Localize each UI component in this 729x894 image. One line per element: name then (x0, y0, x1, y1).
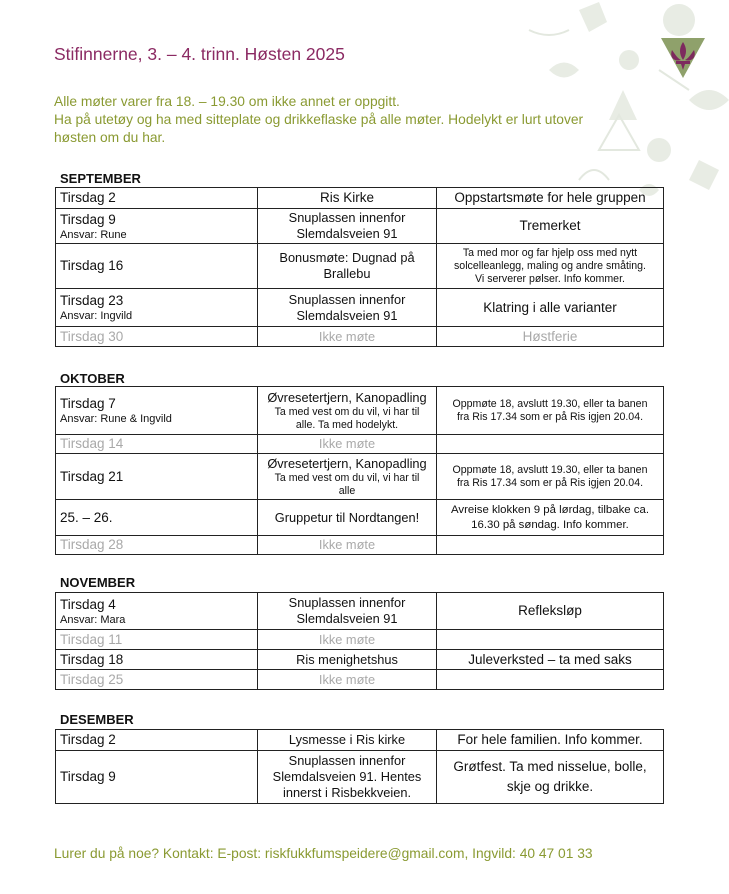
meeting-place: Øvresetertjern, Kanopadling (267, 455, 427, 471)
meeting-place: Ikke møte (318, 436, 376, 451)
place-cell (258, 454, 437, 500)
meeting-place: Lysmesse i Ris kirke (288, 732, 406, 747)
info-cell (437, 209, 664, 244)
date-cell (56, 593, 258, 630)
meeting-date: Tirsdag 21 (60, 468, 124, 484)
meeting-date: Tirsdag 2 (60, 732, 116, 747)
date-cell (56, 387, 258, 435)
info-cell (437, 500, 664, 536)
info-cell (437, 327, 664, 347)
date-cell (56, 327, 258, 347)
date-cell (56, 536, 258, 555)
date-cell (56, 289, 258, 327)
meeting-place: Gruppetur til Nordtangen! (274, 509, 420, 525)
table-row (56, 289, 664, 327)
meeting-place: Ikke møte (318, 328, 376, 344)
meeting-date: Tirsdag 9 (60, 769, 116, 784)
meeting-place: Snuplassen innenfor (288, 210, 406, 225)
meeting-place: Snuplassen innenfor (288, 291, 406, 307)
date-cell (56, 730, 258, 751)
info-cell (437, 630, 664, 650)
date-cell (56, 500, 258, 536)
month-heading-desember: DESEMBER (60, 712, 134, 727)
meeting-date: Tirsdag 9 (60, 211, 116, 227)
page-title: Stifinnerne, 3. – 4. trinn. Høsten 2025 (54, 44, 345, 64)
table-row (56, 454, 664, 500)
table-row (56, 751, 664, 804)
place-cell (258, 387, 437, 435)
meeting-info: 16.30 på søndag. Info kommer. (471, 518, 629, 531)
place-cell (258, 670, 437, 690)
date-cell (56, 244, 258, 289)
table-row (56, 327, 664, 347)
scout-logo-icon (659, 30, 707, 80)
meeting-info: Grøtfest. Ta med nisselue, bolle, (453, 759, 647, 774)
meeting-place: Ta med vest om du vil, vi har til (274, 471, 420, 484)
meeting-info: For hele familien. Info kommer. (457, 732, 643, 747)
date-cell (56, 630, 258, 650)
meeting-place: Bonusmøte: Dugnad på (279, 250, 415, 265)
meeting-date: Tirsdag 4 (60, 596, 116, 612)
table-row (56, 670, 664, 690)
schedule-table-desember (55, 729, 664, 804)
date-cell (56, 188, 258, 209)
place-cell (258, 751, 437, 804)
month-heading-oktober: OKTOBER (60, 371, 125, 386)
info-cell (437, 751, 664, 804)
meeting-place: innerst i Risbekkveien. (282, 785, 412, 800)
meeting-info: Avreise klokken 9 på lørdag, tilbake ca. (451, 503, 649, 516)
table-row (56, 209, 664, 244)
meeting-place: Ris Kirke (319, 190, 374, 205)
responsible-person: Ansvar: Rune & Ingvild (60, 413, 172, 425)
place-cell (258, 244, 437, 289)
table-row (56, 730, 664, 751)
place-cell (258, 630, 437, 650)
info-cell (437, 670, 664, 690)
meeting-place: alle. Ta med hodelykt. (295, 418, 399, 431)
meeting-place: Øvresetertjern, Kanopadling (267, 389, 427, 405)
schedule-table-november (55, 592, 664, 690)
date-cell (56, 435, 258, 454)
table-row (56, 650, 664, 670)
meeting-date: Tirsdag 28 (60, 537, 124, 552)
meeting-place: Slemdalsveien 91. Hentes (272, 769, 422, 784)
place-cell (258, 289, 437, 327)
meeting-info: Juleverksted – ta med saks (468, 651, 632, 667)
meeting-info: Vi serverer pølser. Info kommer. (475, 272, 625, 285)
meeting-place: alle (338, 484, 356, 497)
meeting-info: Oppmøte 18, avslutt 19.30, eller ta banen (452, 397, 648, 410)
responsible-person: Ansvar: Rune (60, 228, 127, 241)
meeting-place: Ta med vest om du vil, vi har til (274, 405, 420, 418)
meeting-info: Høstferie (522, 328, 578, 344)
meeting-date: Tirsdag 11 (60, 631, 123, 647)
meeting-date: Tirsdag 2 (60, 190, 116, 205)
meeting-info: Klatring i alle varianter (483, 299, 617, 315)
month-heading-september: SEPTEMBER (60, 171, 141, 186)
meeting-place: Ikke møte (318, 671, 376, 687)
meeting-date: Tirsdag 16 (60, 258, 124, 273)
date-cell (56, 454, 258, 500)
place-cell (258, 536, 437, 555)
meeting-place: Ikke møte (318, 631, 376, 647)
meeting-place: Slemdalsveien 91 (296, 611, 398, 626)
info-cell (437, 593, 664, 630)
meeting-info: Oppmøte 18, avslutt 19.30, eller ta banen (452, 463, 648, 476)
table-row (56, 188, 664, 209)
date-cell (56, 670, 258, 690)
info-cell (437, 454, 664, 500)
place-cell (258, 650, 437, 670)
info-cell (437, 387, 664, 435)
info-cell (437, 435, 664, 454)
info-cell (437, 188, 664, 209)
intro-line: høsten om du har. (54, 130, 166, 145)
meeting-info: Tremerket (519, 218, 581, 233)
meeting-info: skje og drikke. (506, 779, 594, 794)
schedule-table-september (55, 187, 664, 347)
place-cell (258, 327, 437, 347)
schedule-table-oktober (55, 386, 664, 555)
date-cell (56, 650, 258, 670)
meeting-info: fra Ris 17.34 som er på Ris igjen 20.04. (456, 410, 644, 423)
table-row (56, 435, 664, 454)
meeting-info: Oppstartsmøte for hele gruppen (454, 190, 646, 205)
meeting-place: Ikke møte (318, 537, 376, 552)
meeting-info: solcelleanlegg, maling og andre småting. (454, 259, 646, 272)
meeting-place: Slemdalsveien 91 (296, 307, 398, 323)
intro-line: Ha på utetøy og ha med sitteplate og drikkeflaske på alle møter. Hodelykt er lurt utover (54, 112, 584, 127)
info-cell (437, 730, 664, 751)
info-cell (437, 289, 664, 327)
meeting-place: Snuplassen innenfor (288, 595, 406, 610)
place-cell (258, 730, 437, 751)
meeting-place: Slemdalsveien 91 (296, 226, 398, 241)
place-cell (258, 593, 437, 630)
meeting-place: Brallebu (323, 266, 371, 281)
place-cell (258, 500, 437, 536)
intro-text (54, 93, 694, 147)
meeting-date: Tirsdag 18 (60, 651, 124, 667)
meeting-info: Refleksløp (518, 603, 582, 618)
place-cell (258, 209, 437, 244)
meeting-info: fra Ris 17.34 som er på Ris igjen 20.04. (456, 476, 644, 489)
date-cell (56, 751, 258, 804)
meeting-date: Tirsdag 14 (60, 436, 124, 451)
meeting-date: 25. – 26. (60, 509, 113, 525)
meeting-place: Ris menighetshus (296, 651, 398, 667)
table-row (56, 536, 664, 555)
meeting-date: Tirsdag 23 (60, 293, 124, 308)
info-cell (437, 244, 664, 289)
intro-line: Alle møter varer fra 18. – 19.30 om ikke annet er oppgitt. (54, 94, 400, 109)
place-cell (258, 435, 437, 454)
table-row (56, 387, 664, 435)
meeting-date: Tirsdag 7 (60, 396, 116, 411)
responsible-person: Ansvar: Ingvild (60, 310, 133, 322)
info-cell (437, 536, 664, 555)
table-row (56, 244, 664, 289)
table-row (56, 500, 664, 536)
place-cell (258, 188, 437, 209)
date-cell (56, 209, 258, 244)
table-row (56, 630, 664, 650)
meeting-info: Ta med mor og far hjelp oss med nytt (462, 246, 638, 259)
meeting-place: Snuplassen innenfor (288, 753, 406, 768)
meeting-date: Tirsdag 25 (60, 671, 124, 687)
meeting-date: Tirsdag 30 (60, 328, 124, 344)
month-heading-november: NOVEMBER (60, 575, 136, 590)
table-row (56, 593, 664, 630)
info-cell (437, 650, 664, 670)
contact-footer: Lurer du på noe? Kontakt: E-post: riskfukkfumspeidere@gmail.com, Ingvild: 40 47 01 33 (54, 846, 593, 861)
responsible-person: Ansvar: Mara (60, 613, 126, 626)
